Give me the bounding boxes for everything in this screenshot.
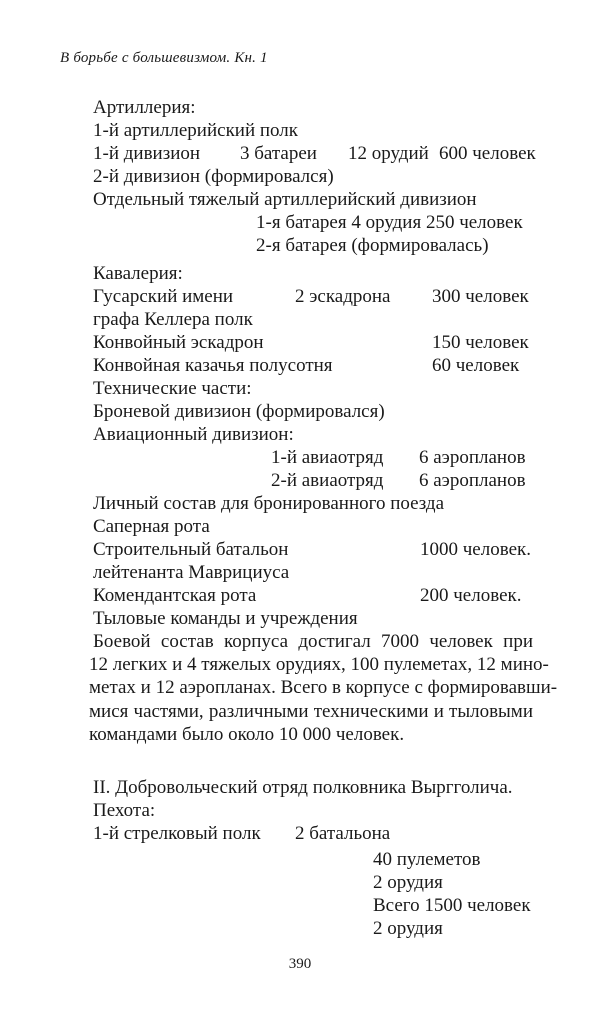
hussar-regiment-line1: Гусарский имени: [93, 286, 234, 307]
summary-line: командами было около 10 000 человек.: [89, 723, 405, 745]
rifle-regiment-battalions: 2 батальона: [295, 823, 391, 844]
infantry-heading: Пехота:: [93, 800, 156, 821]
summary-line: мися частями, различными техническими и тыловыми: [89, 700, 533, 722]
division1-guns: 12 орудий: [348, 143, 429, 164]
technical-heading: Технические части:: [93, 378, 252, 399]
division2: 2-й дивизион (формировался): [93, 166, 334, 187]
heavy-battery1: 1-я батарея 4 орудия 250 человек: [256, 212, 523, 233]
artillery-heading: Артиллерия:: [93, 97, 196, 118]
total-men: Всего 1500 человек: [373, 895, 531, 916]
artillery-regiment: 1-й артиллерийский полк: [93, 120, 299, 141]
summary-paragraph: [89, 630, 558, 746]
machine-guns: 40 пулеметов: [373, 849, 481, 870]
commandant-company: Комендантская рота: [93, 585, 257, 606]
aviation-division: Авиационный дивизион:: [93, 424, 294, 445]
division1-batteries: 3 батареи: [240, 143, 317, 164]
aviation-detachment2: 2-й авиаотряд: [271, 470, 384, 491]
armored-train-personnel: Личный состав для бронированного поезда: [93, 493, 445, 514]
rear-units: Тыловые команды и учреждения: [93, 608, 358, 629]
construction-battalion-line2: лейтенанта Маврициуса: [93, 562, 290, 583]
summary-line: метах и 12 аэропланах. Всего в корпусе с формировавши-: [89, 677, 558, 699]
construction-battalion: Строительный батальон: [93, 539, 289, 560]
division1-men: 600 человек: [439, 143, 536, 164]
hussar-men: 300 человек: [432, 286, 529, 307]
aviation-detachment1-planes: 6 аэропланов: [419, 447, 526, 468]
heavy-battery2: 2-я батарея (формировалась): [256, 235, 489, 256]
heavy-artillery-division: Отдельный тяжелый артиллерийский дивизион: [93, 189, 477, 210]
sapper-company: Саперная рота: [93, 516, 210, 537]
cossack-half-sotnia: Конвойная казачья полусотня: [93, 355, 333, 376]
commandant-company-men: 200 человек.: [420, 585, 522, 606]
construction-battalion-men: 1000 человек.: [420, 539, 531, 560]
running-header: В борьбе с большевизмом. Кн. 1: [60, 50, 268, 66]
page-number: 390: [288, 956, 312, 972]
division1-name: 1-й дивизион: [93, 143, 201, 164]
hussar-regiment-line2: графа Келлера полк: [93, 309, 253, 330]
aviation-detachment2-planes: 6 аэропланов: [419, 470, 526, 491]
aviation-detachment1: 1-й авиаотряд: [271, 447, 384, 468]
rifle-regiment: 1-й стрелковый полк: [93, 823, 261, 844]
escort-squadron-men: 150 человек: [432, 332, 529, 353]
armored-division: Броневой дивизион (формировался): [93, 401, 385, 422]
escort-squadron: Конвойный эскадрон: [93, 332, 264, 353]
cavalry-heading: Кавалерия:: [93, 263, 183, 284]
section2-title: II. Добровольческий отряд полковника Выргголича.: [93, 777, 513, 798]
summary-line: 12 легких и 4 тяжелых орудиях, 100 пулеметах, 12 мино-: [89, 654, 549, 676]
summary-line: Боевой состав корпуса достигал 7000 человек при: [93, 631, 533, 652]
cossack-men: 60 человек: [432, 355, 520, 376]
guns-second: 2 орудия: [373, 918, 443, 939]
hussar-squadrons: 2 эскадрона: [295, 286, 391, 307]
guns: 2 орудия: [373, 872, 443, 893]
